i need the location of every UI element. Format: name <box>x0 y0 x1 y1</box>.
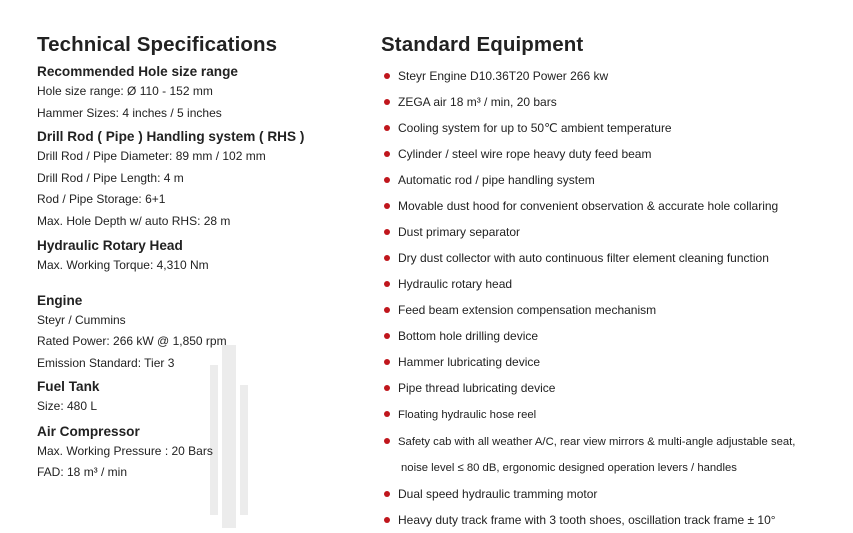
item-text: Pipe thread lubricating device <box>398 381 556 395</box>
item-text: Safety cab with all weather A/C, rear view mirrors & multi-angle adjustable seat, <box>398 436 796 448</box>
item-text: Heavy duty track frame with 3 tooth shoes, oscillation track frame ± 10° <box>398 513 776 527</box>
list-item <box>381 167 841 193</box>
spec-line: Max. Hole Depth w/ auto RHS: 28 m <box>37 213 231 228</box>
rhs-section <box>37 128 367 232</box>
rotary-head-section <box>37 237 367 277</box>
item-text: Cylinder / steel wire rope heavy duty feed beam <box>398 147 652 161</box>
item-text: ZEGA air 18 m³ / min, 20 bars <box>398 95 557 109</box>
bullet-icon <box>384 411 390 417</box>
list-item <box>381 193 841 219</box>
bullet-icon <box>384 307 390 313</box>
spec-line: Max. Working Torque: 4,310 Nm <box>37 258 209 272</box>
item-text: Dry dust collector with auto continuous filter element cleaning function <box>398 251 769 265</box>
fuel-tank-heading: Fuel Tank <box>37 379 100 394</box>
item-text: Steyr Engine D10.36T20 Power 266 kw <box>398 69 609 83</box>
list-item <box>381 481 841 507</box>
tech-specs-title: Technical Specifications <box>37 33 278 56</box>
bullet-icon <box>384 517 390 523</box>
standard-equipment-title: Standard Equipment <box>381 33 584 56</box>
spec-line: Size: 480 L <box>37 399 98 413</box>
fuel-tank-section <box>37 378 367 418</box>
list-item <box>381 271 841 297</box>
item-text: Automatic rod / pipe handling system <box>398 173 595 187</box>
spec-line: Max. Working Pressure : 20 Bars <box>37 443 213 458</box>
spec-line: Hammer Sizes: 4 inches / 5 inches <box>37 105 222 120</box>
item-continuation: noise level ≤ 80 dB, ergonomic designed operation levers / handles <box>401 462 737 474</box>
list-item <box>381 115 841 141</box>
bullet-icon <box>384 99 390 105</box>
spec-line: Drill Rod / Pipe Length: 4 m <box>37 170 184 185</box>
list-item <box>381 141 841 167</box>
bullet-icon <box>384 281 390 287</box>
spec-line: Drill Rod / Pipe Diameter: 89 mm / 102 mm <box>37 149 266 163</box>
spec-line: Rod / Pipe Storage: 6+1 <box>37 192 166 206</box>
bullet-icon <box>384 177 390 183</box>
spec-line: FAD: 18 m³ / min <box>37 465 128 479</box>
bullet-icon <box>384 491 390 497</box>
item-text: Dust primary separator <box>398 225 521 239</box>
list-item <box>381 428 841 481</box>
list-item <box>381 245 841 271</box>
air-compressor-section <box>37 423 367 484</box>
bullet-icon <box>384 385 390 391</box>
list-item <box>381 63 841 89</box>
item-text: Feed beam extension compensation mechanism <box>398 303 657 317</box>
bullet-icon <box>384 255 390 261</box>
hole-size-section <box>37 63 367 124</box>
engine-section <box>37 292 367 375</box>
bullet-icon <box>384 73 390 79</box>
item-text: Bottom hole drilling device <box>398 329 539 343</box>
list-item <box>381 323 841 349</box>
equipment-list <box>381 63 841 533</box>
spec-line: Steyr / Cummins <box>37 312 126 327</box>
bullet-icon <box>384 229 390 235</box>
list-item <box>381 219 841 245</box>
spec-line: Rated Power: 266 kW @ 1,850 rpm <box>37 334 227 348</box>
bullet-icon <box>384 151 390 157</box>
item-text: Movable dust hood for convenient observation & accurate hole collaring <box>398 199 779 213</box>
bullet-icon <box>384 359 390 365</box>
list-item <box>381 297 841 323</box>
rotary-head-heading: Hydraulic Rotary Head <box>37 238 183 253</box>
bullet-icon <box>384 333 390 339</box>
rhs-heading: Drill Rod ( Pipe ) Handling system ( RHS ) <box>37 129 305 144</box>
item-text: Cooling system for up to 50℃ ambient temperature <box>398 121 672 135</box>
hole-size-heading: Recommended Hole size range <box>37 64 238 79</box>
list-item <box>381 375 841 401</box>
item-text: Hammer lubricating device <box>398 355 541 369</box>
bullet-icon <box>384 125 390 131</box>
air-compressor-heading: Air Compressor <box>37 423 140 439</box>
engine-heading: Engine <box>37 292 83 308</box>
standard-equipment <box>381 33 841 533</box>
list-item <box>381 349 841 375</box>
item-text: Floating hydraulic hose reel <box>398 409 537 421</box>
item-text: Hydraulic rotary head <box>398 277 513 291</box>
spec-line: Emission Standard: Tier 3 <box>37 355 175 370</box>
item-text: Dual speed hydraulic tramming motor <box>398 487 598 501</box>
bullet-icon <box>384 438 390 444</box>
spec-line: Hole size range: Ø 110 - 152 mm <box>37 84 213 98</box>
list-item <box>381 401 841 428</box>
bullet-icon <box>384 203 390 209</box>
list-item <box>381 507 841 533</box>
technical-specifications <box>37 33 367 484</box>
list-item <box>381 89 841 115</box>
